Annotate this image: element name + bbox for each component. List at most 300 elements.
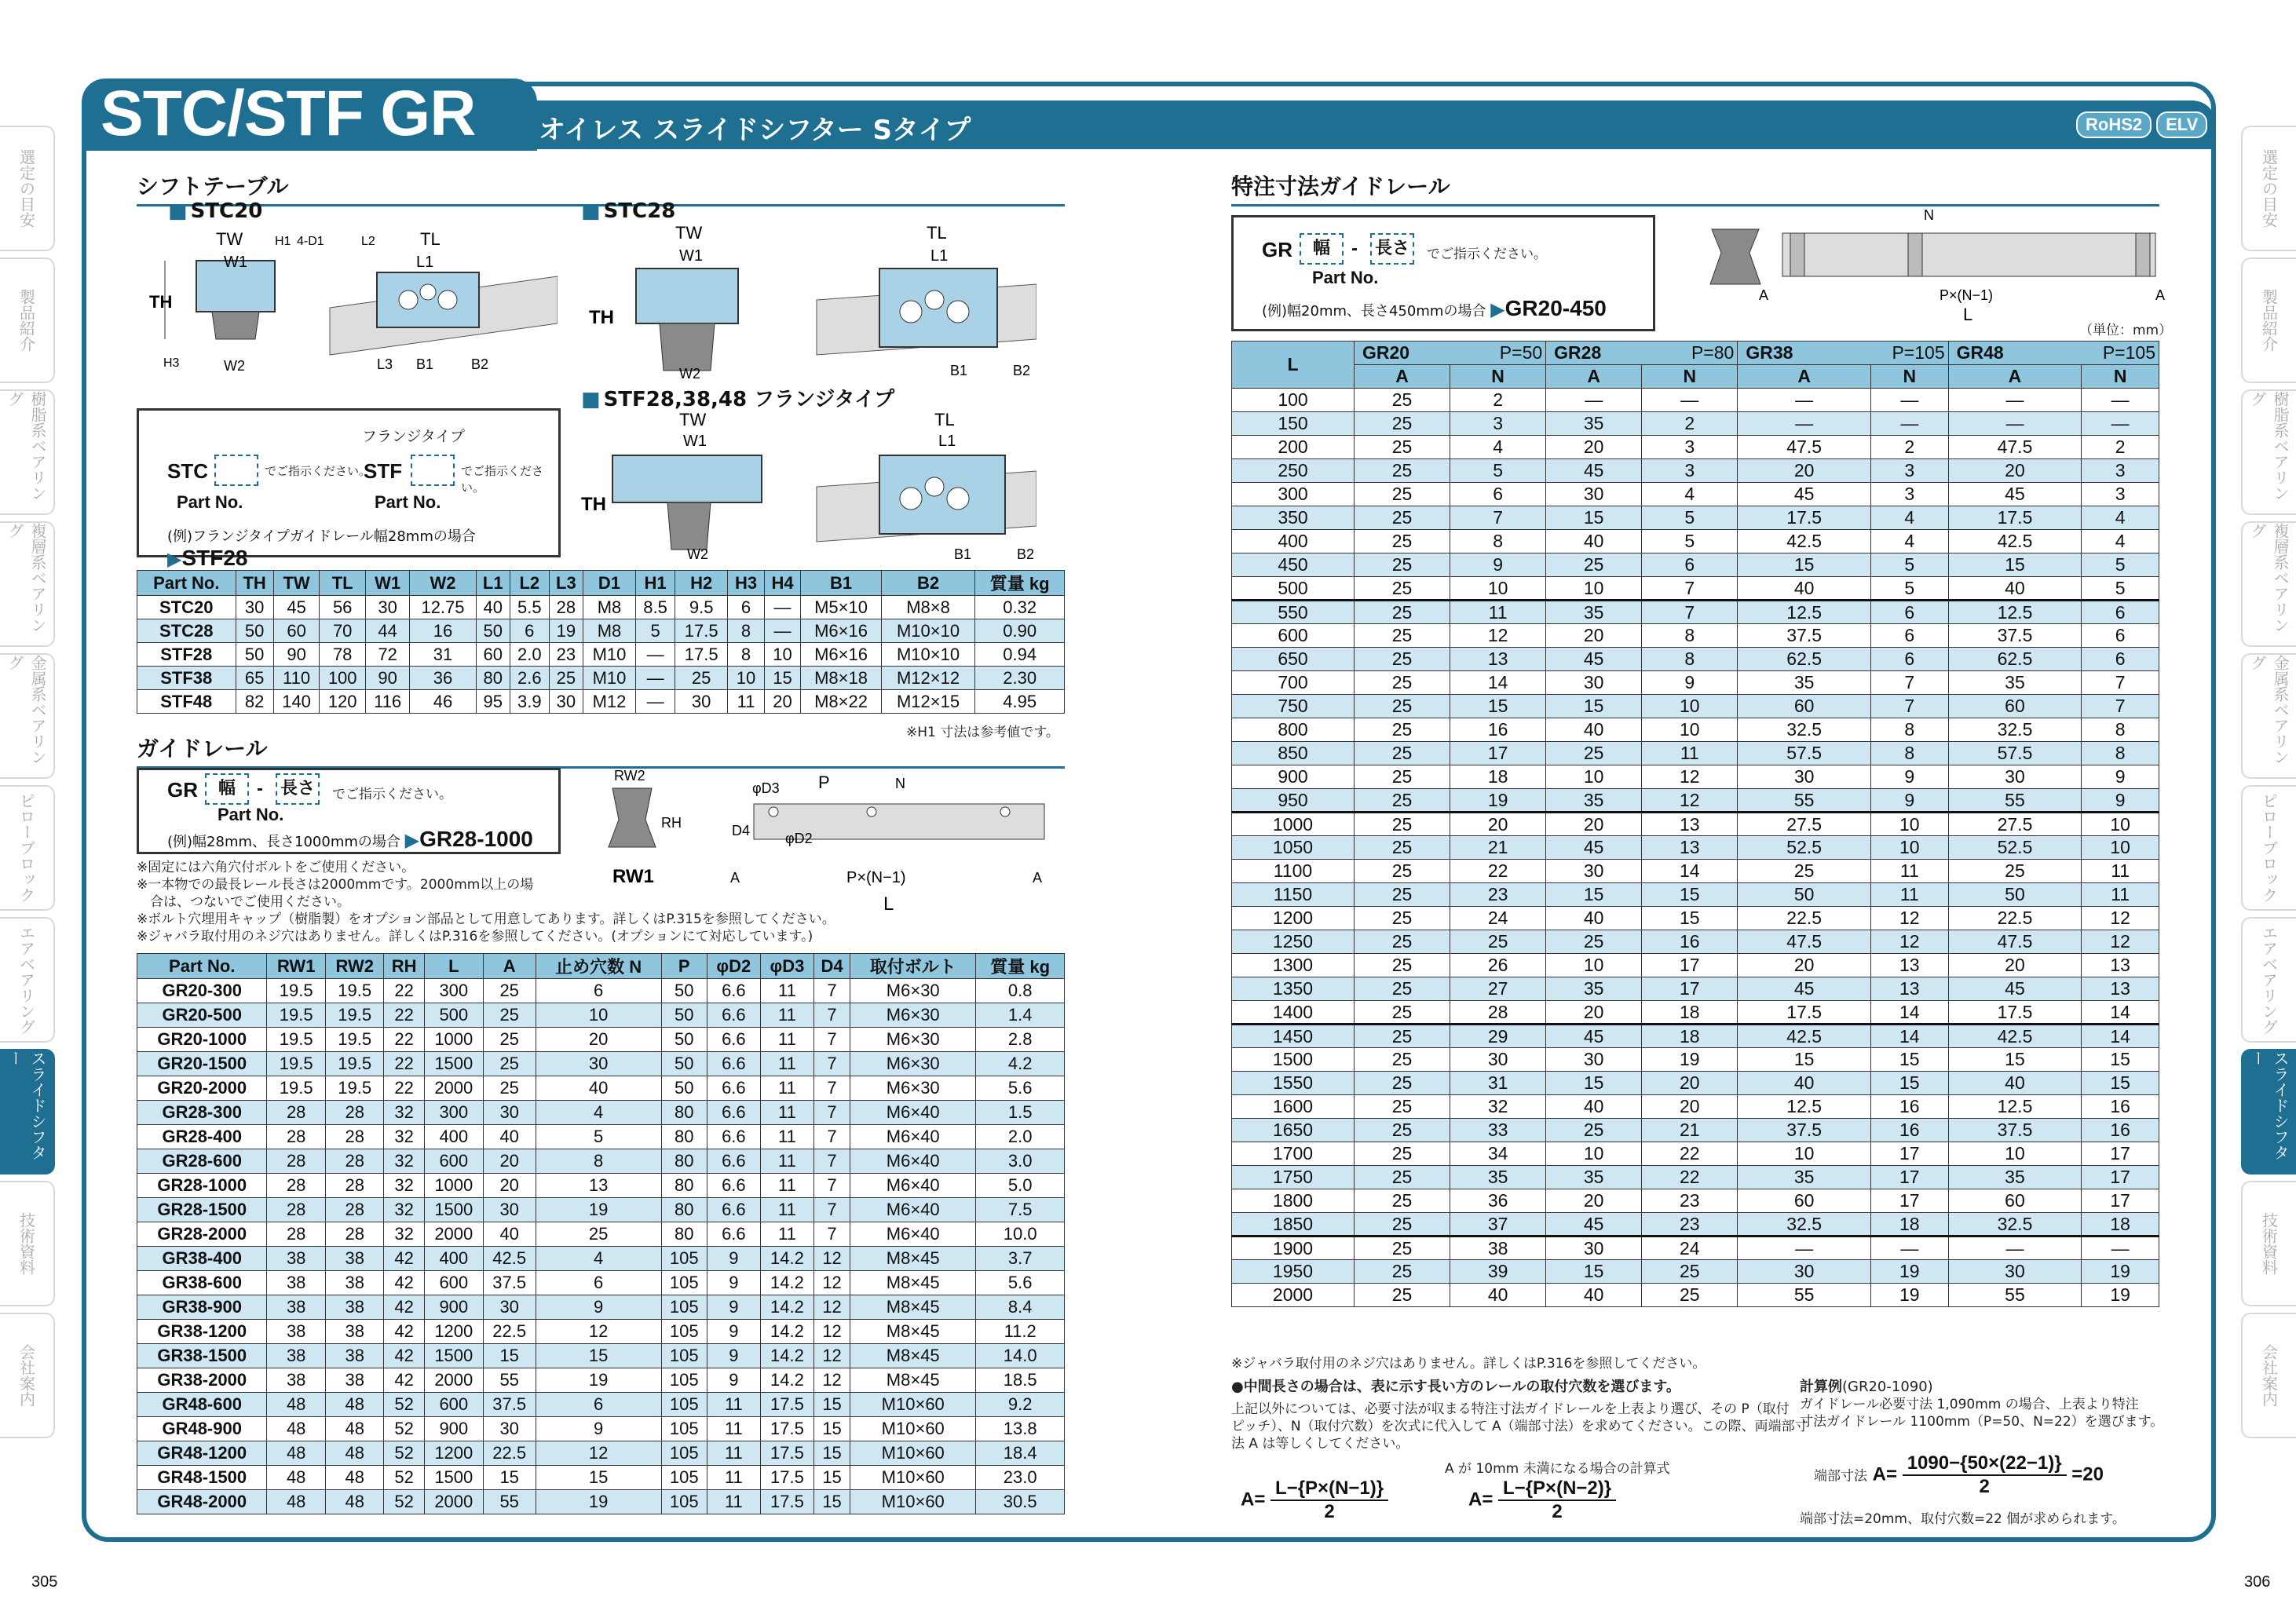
table-cell: 37.5 [483, 1271, 536, 1295]
table-cell: 16 [1642, 930, 1738, 954]
table-cell: 900 [424, 1417, 483, 1441]
custom-instr: でご指示ください。 [1427, 247, 1547, 262]
table-cell: 80 [661, 1222, 707, 1247]
custom-length-box: 長さ [1370, 233, 1414, 265]
table-cell: 9 [1642, 671, 1738, 695]
table-cell: 15 [1546, 1072, 1642, 1095]
custom-gr-code: GR [1262, 238, 1292, 261]
table-cell: 20 [1546, 624, 1642, 648]
table-cell: 105 [661, 1417, 707, 1441]
table-cell: 90 [273, 643, 320, 667]
table-cell: 7 [1450, 506, 1546, 530]
table-cell: 6.6 [707, 1003, 760, 1028]
dim-l3: L3 [377, 356, 393, 372]
table-cell: 20 [1738, 954, 1871, 977]
table-cell: 28 [325, 1125, 384, 1149]
table-cell: GR28-1500 [137, 1198, 267, 1222]
svg-text:TH: TH [581, 494, 606, 515]
table-cell: 50 [236, 619, 273, 643]
table-cell: 19 [1450, 789, 1546, 813]
table-cell: — [1871, 389, 1949, 412]
table-row [1232, 718, 2159, 742]
table-row [1232, 977, 2159, 1001]
table-cell: 37.5 [1948, 624, 2082, 648]
table-cell: 13 [1871, 977, 1949, 1001]
dim-b1: B1 [416, 356, 434, 372]
table-cell: 40 [536, 1076, 661, 1101]
table-cell: 11 [760, 1174, 813, 1198]
table-cell: 2000 [424, 1368, 483, 1393]
table-cell: 11 [760, 1198, 813, 1222]
table-cell: 40 [1450, 1284, 1546, 1307]
table-cell: 3 [1642, 459, 1738, 483]
svg-text:P×(N−1): P×(N−1) [846, 869, 906, 886]
side-tab[interactable]: エアベアリング [2241, 917, 2296, 1043]
table-cell: 7 [813, 1028, 850, 1052]
table-cell: 12.5 [1948, 601, 2082, 624]
table-cell: 33 [1450, 1119, 1546, 1142]
table-row [137, 1052, 1065, 1076]
side-tab[interactable]: 技術資料 [2241, 1181, 2296, 1306]
dim-tw: TW [216, 229, 243, 249]
table-cell: 45 [1546, 459, 1642, 483]
table-cell: 2000 [424, 1076, 483, 1101]
table-cell: 6.6 [707, 1174, 760, 1198]
table-cell: GR38-600 [137, 1271, 267, 1295]
table-cell: 19 [536, 1368, 661, 1393]
table-cell: 2.8 [976, 1028, 1065, 1052]
table-row [1232, 459, 2159, 483]
table-cell: 25 [1546, 553, 1642, 577]
table-cell: 40 [1546, 530, 1642, 553]
table-cell: 25 [1355, 389, 1450, 412]
table-cell: 32 [1450, 1095, 1546, 1119]
table-cell: — [2082, 389, 2159, 412]
stf-example-text: (例)フランジタイプガイドレール幅28mmの場合 [167, 528, 476, 545]
group-gr20 [1355, 342, 1546, 365]
table-cell: 5 [1642, 506, 1738, 530]
table-cell: 22.5 [1738, 907, 1871, 930]
table-cell: 22 [1642, 1166, 1738, 1189]
table-cell: M8 [583, 619, 635, 643]
calc-text-2: 寸法ガイドレール 1100mm（P=50、N=22）を選びます。 [1800, 1414, 2164, 1430]
table-cell: GR28-300 [137, 1101, 267, 1125]
svg-text:A: A [730, 870, 740, 886]
table-cell: 17.5 [760, 1466, 813, 1490]
table-cell: 55 [1738, 789, 1871, 813]
table-cell: 8 [1450, 530, 1546, 553]
table-cell: GR28-400 [137, 1125, 267, 1149]
table-cell: 25 [1355, 1284, 1450, 1307]
table-cell: 32 [384, 1174, 424, 1198]
svg-text:D4: D4 [732, 823, 751, 838]
table-row [137, 1490, 1065, 1514]
table-cell: 20 [483, 1174, 536, 1198]
table-cell: 52 [384, 1466, 424, 1490]
svg-text:B2: B2 [1013, 363, 1031, 378]
table-cell: 105 [661, 1320, 707, 1344]
side-tab[interactable]: スライドシフター [0, 1049, 55, 1174]
group-gr48 [1948, 342, 2159, 365]
table-cell: 9 [707, 1368, 760, 1393]
table-cell: 750 [1232, 695, 1355, 718]
dim-l1: L1 [416, 254, 434, 271]
table-cell: 28 [267, 1125, 326, 1149]
table-cell: 6 [728, 596, 765, 619]
table-cell: 60 [273, 619, 320, 643]
group-name: GR38 [1746, 342, 1793, 363]
table-cell: 40 [1546, 907, 1642, 930]
table-cell: 15 [813, 1441, 850, 1466]
custom-rail-table [1231, 341, 2159, 1307]
side-tab[interactable]: 金属系ベアリング [2241, 653, 2296, 779]
table-cell: 15 [1738, 553, 1871, 577]
table-cell: 15 [813, 1393, 850, 1417]
table-cell: 850 [1232, 742, 1355, 765]
table-cell: 25 [1355, 765, 1450, 789]
table-cell: 20 [536, 1028, 661, 1052]
table-cell: 600 [424, 1149, 483, 1174]
custom-rail-heading: 特注寸法ガイドレール [1231, 170, 2159, 206]
svg-text:A: A [1033, 870, 1043, 886]
table-cell: 21 [1450, 836, 1546, 860]
table-cell: 25 [1355, 836, 1450, 860]
table-cell: 1450 [1232, 1025, 1355, 1048]
custom-example-text: (例)幅20mm、長さ450mmの場合 [1262, 303, 1486, 320]
table-row [137, 1003, 1065, 1028]
group-pitch: P=50 [1499, 342, 1543, 363]
table-cell: 20 [483, 1149, 536, 1174]
table-cell: 25 [1355, 506, 1450, 530]
custom-example-code: GR20-450 [1504, 296, 1607, 320]
table-cell: M6×40 [850, 1198, 976, 1222]
table-cell: 5 [636, 619, 675, 643]
table-cell: 4.95 [975, 690, 1065, 714]
table-row [137, 1125, 1065, 1149]
table-cell: STF38 [137, 667, 236, 690]
table-cell: 300 [1232, 483, 1355, 506]
svg-text:W1: W1 [679, 247, 703, 265]
table-row [1232, 813, 2159, 836]
table-cell: 11 [728, 690, 765, 714]
table-cell: 50 [476, 619, 510, 643]
table-cell: 200 [1232, 436, 1355, 459]
mid-title: ●中間長さの場合は、表に示す長い方のレールの取付穴数を選びます。 [1231, 1379, 1680, 1395]
stf-table-top [879, 455, 1005, 534]
table-cell: 11.2 [976, 1320, 1065, 1344]
side-tab[interactable]: 技術資料 [0, 1181, 55, 1306]
table-cell: 11 [760, 1125, 813, 1149]
table-cell: 38 [325, 1368, 384, 1393]
table-cell: GR20-1000 [137, 1028, 267, 1052]
stf-example-code: STF28 [181, 546, 248, 570]
table-row [137, 690, 1065, 714]
table-cell: 30 [1546, 483, 1642, 506]
side-tab[interactable]: エアベアリング [0, 917, 55, 1043]
table-cell: 25 [1355, 1213, 1450, 1237]
table-cell: 105 [661, 1368, 707, 1393]
table-cell: M8×45 [850, 1295, 976, 1320]
dim-l2: L2 [361, 235, 375, 248]
table-cell: 57.5 [1948, 742, 2082, 765]
table-row [1232, 954, 2159, 977]
table-cell: 20 [764, 690, 801, 714]
table-cell: 22 [1450, 860, 1546, 883]
table-cell: GR20-300 [137, 979, 267, 1003]
table-cell: GR20-500 [137, 1003, 267, 1028]
table-cell: 11 [1450, 601, 1546, 624]
side-tab[interactable]: 複層系ベアリング [2241, 521, 2296, 647]
table-cell: 11 [760, 1101, 813, 1125]
table-cell: 13 [1642, 836, 1738, 860]
column-header: L3 [549, 571, 583, 596]
table-row [137, 1344, 1065, 1368]
gr-partno-label: Part No. [218, 805, 284, 824]
table-cell: 30 [1546, 1048, 1642, 1072]
table-cell: 48 [267, 1441, 326, 1466]
table-cell: 11 [1871, 883, 1949, 907]
table-cell: 7 [813, 979, 850, 1003]
table-row [1232, 1142, 2159, 1166]
table-cell: 7 [1871, 671, 1949, 695]
gr-width-box: 幅 [205, 773, 249, 805]
table-cell: 11 [1642, 742, 1738, 765]
table-cell: 25 [1355, 813, 1450, 836]
table-cell: 10 [1546, 577, 1642, 601]
table-row [137, 1417, 1065, 1441]
table-cell: M6×30 [850, 979, 976, 1003]
table-cell: 28 [267, 1222, 326, 1247]
table-cell: 35 [1738, 671, 1871, 695]
table-cell: 30 [1948, 1260, 2082, 1284]
gr-length-box: 長さ [276, 773, 320, 805]
table-cell: 15 [813, 1417, 850, 1441]
column-header: RH [384, 954, 424, 979]
column-a: A [1546, 365, 1642, 389]
group-pitch: P=105 [2102, 342, 2155, 363]
table-cell: GR28-1000 [137, 1174, 267, 1198]
table-cell: 7 [813, 1222, 850, 1247]
table-cell: 50 [661, 1028, 707, 1052]
table-cell: 8 [2082, 718, 2159, 742]
dim-w2: W2 [224, 358, 245, 374]
table-cell: 40 [483, 1222, 536, 1247]
table-cell: 38 [267, 1271, 326, 1295]
table-cell: 38 [267, 1368, 326, 1393]
table-cell: 39 [1450, 1260, 1546, 1284]
table-row [1232, 506, 2159, 530]
table-cell: 40 [1948, 1072, 2082, 1095]
table-cell: 12 [1871, 930, 1949, 954]
table-cell: M8×45 [850, 1344, 976, 1368]
table-cell: 3.7 [976, 1247, 1065, 1271]
table-cell: 25 [1355, 601, 1450, 624]
table-cell: — [764, 619, 801, 643]
side-tab[interactable]: 製品紹介 [0, 258, 55, 383]
table-cell: 12 [813, 1247, 850, 1271]
table-cell: 2.0 [976, 1125, 1065, 1149]
table-cell: 30 [236, 596, 273, 619]
side-tab[interactable]: 会社案内 [0, 1313, 55, 1438]
table-cell: 42 [384, 1368, 424, 1393]
svg-text:B1: B1 [950, 363, 968, 378]
table-cell: 44 [365, 619, 409, 643]
table-cell: 5 [2082, 577, 2159, 601]
table-cell: 25 [1355, 1142, 1450, 1166]
side-tab[interactable]: ピローブロック [2241, 785, 2296, 911]
table-cell: 22 [384, 1003, 424, 1028]
table-cell: 48 [325, 1466, 384, 1490]
table-cell: 32.5 [1738, 718, 1871, 742]
calc-ref: (GR20-1090) [1842, 1379, 1933, 1395]
table-row [1232, 860, 2159, 883]
stf-example: (例)フランジタイプガイドレール幅28mmの場合 ▶STF28 [167, 528, 476, 570]
table-cell: M6×40 [850, 1125, 976, 1149]
table-cell: 45 [1546, 836, 1642, 860]
table-cell: 9 [536, 1295, 661, 1320]
svg-text:W1: W1 [683, 433, 707, 450]
table-cell: 25 [1355, 553, 1450, 577]
table-cell: 2000 [1232, 1284, 1355, 1307]
table-cell: 500 [424, 1003, 483, 1028]
side-tab[interactable]: 複層系ベアリング [0, 521, 55, 647]
custom-footnote: ※ジャバラ取付用のネジ穴はありません。詳しくはP.316を参照してください。 [1231, 1356, 1706, 1372]
side-tab[interactable]: ピローブロック [0, 785, 55, 911]
table-cell: 15 [813, 1466, 850, 1490]
table-cell: 25 [1450, 930, 1546, 954]
table-cell: 400 [424, 1125, 483, 1149]
table-cell: 7 [2082, 695, 2159, 718]
side-tab[interactable]: 製品紹介 [2241, 258, 2296, 383]
column-a: A [1948, 365, 2082, 389]
table-cell: 6 [2082, 624, 2159, 648]
stf-instr: でご指示ください。 [461, 464, 544, 495]
table-cell: 12 [536, 1441, 661, 1466]
table-cell: 14 [1871, 1025, 1949, 1048]
formula-2: A= $\frac{L-\{P\times(N-2)\}}{2}$ [1468, 1478, 1616, 1523]
table-cell: 19 [1871, 1260, 1949, 1284]
table-cell: 1800 [1232, 1189, 1355, 1213]
rail-profile [609, 788, 656, 847]
table-cell: 15 [1871, 1072, 1949, 1095]
table-cell: M8 [583, 596, 635, 619]
table-cell: 7 [1642, 577, 1738, 601]
table-cell: 6 [1871, 624, 1949, 648]
table-cell: 60 [1738, 1189, 1871, 1213]
svg-text:W2: W2 [679, 366, 700, 382]
table-cell: — [2082, 412, 2159, 436]
table-cell: 22.5 [483, 1320, 536, 1344]
calc-result: 端部寸法=20mm、取付穴数=22 個が求められます。 [1800, 1511, 2126, 1527]
table-cell: 38 [1450, 1237, 1546, 1260]
table-cell: GR28-2000 [137, 1222, 267, 1247]
table-row [1232, 553, 2159, 577]
table-cell: 45 [1948, 977, 2082, 1001]
table-cell: 6.6 [707, 1052, 760, 1076]
table-cell: 28 [267, 1101, 326, 1125]
table-cell: 30 [1738, 765, 1871, 789]
table-cell: 1900 [1232, 1237, 1355, 1260]
table-cell: 15 [2082, 1072, 2159, 1095]
table-cell: 25 [483, 1003, 536, 1028]
table-cell: 42.5 [1948, 1025, 2082, 1048]
column-header: 質量 kg [976, 954, 1065, 979]
table-cell: 7 [813, 1174, 850, 1198]
side-tab[interactable]: スライドシフター [2241, 1049, 2296, 1174]
svg-text:B2: B2 [1017, 546, 1035, 562]
table-cell: 17.5 [675, 619, 728, 643]
table-cell: 6.6 [707, 1076, 760, 1101]
rohs-badge: RoHS2 [2076, 111, 2152, 138]
table-cell: 32.5 [1948, 1213, 2082, 1237]
stc20-drawing [149, 229, 558, 386]
table-cell: 20 [1738, 459, 1871, 483]
side-tab[interactable]: 金属系ベアリング [0, 653, 55, 779]
table-cell: 80 [661, 1149, 707, 1174]
table-cell: 8 [1642, 648, 1738, 671]
side-tab[interactable]: 樹脂系ベアリング [0, 389, 55, 515]
table-cell: 55 [483, 1490, 536, 1514]
side-tab[interactable]: 会社案内 [2241, 1313, 2296, 1438]
table-cell: M10×10 [881, 619, 975, 643]
table-row [1232, 930, 2159, 954]
table-cell: 15 [764, 667, 801, 690]
table-cell: GR38-400 [137, 1247, 267, 1271]
table-cell: 11 [707, 1441, 760, 1466]
table-cell: 9 [1871, 789, 1949, 813]
table-cell: 20 [1642, 1072, 1738, 1095]
table-cell: 10 [1871, 813, 1949, 836]
table-cell: 15 [1546, 883, 1642, 907]
table-cell: 25 [1355, 1025, 1450, 1048]
table-cell: 105 [661, 1295, 707, 1320]
table-cell: 25 [1546, 930, 1642, 954]
page-number-left: 305 [31, 1573, 58, 1591]
side-tab[interactable]: 選定の目安 [0, 126, 55, 251]
table-cell: 15 [1871, 1048, 1949, 1072]
table-cell: 18.5 [976, 1368, 1065, 1393]
table-cell: 9 [707, 1344, 760, 1368]
table-cell: STF48 [137, 690, 236, 714]
table-cell: 19 [1871, 1284, 1949, 1307]
table-cell: 17.5 [760, 1441, 813, 1466]
table-cell: 17 [1450, 742, 1546, 765]
table-cell: 30 [1546, 671, 1642, 695]
table-cell: M12×15 [881, 690, 975, 714]
table-cell: 116 [365, 690, 409, 714]
table-cell: 105 [661, 1393, 707, 1417]
column-header: TL [320, 571, 366, 596]
side-tab[interactable]: 選定の目安 [2241, 126, 2296, 251]
table-cell: 28 [549, 596, 583, 619]
column-n: N [1871, 365, 1949, 389]
table-cell: — [1546, 389, 1642, 412]
table-cell: M6×30 [850, 1028, 976, 1052]
table-cell: — [636, 643, 675, 667]
table-cell: 2 [1871, 436, 1949, 459]
table-cell: 30 [483, 1295, 536, 1320]
custom-width-box: 幅 [1300, 233, 1344, 265]
table-cell: 38 [325, 1320, 384, 1344]
calc-title: 計算例 [1800, 1379, 1842, 1395]
table-cell: 50 [661, 1076, 707, 1101]
table-cell: 11 [760, 1003, 813, 1028]
side-tab[interactable]: 樹脂系ベアリング [2241, 389, 2296, 515]
table-cell: 6 [1450, 483, 1546, 506]
table-cell: 13 [2082, 977, 2159, 1001]
table-cell: 25 [1355, 1072, 1450, 1095]
table-cell: 24 [1642, 1237, 1738, 1260]
